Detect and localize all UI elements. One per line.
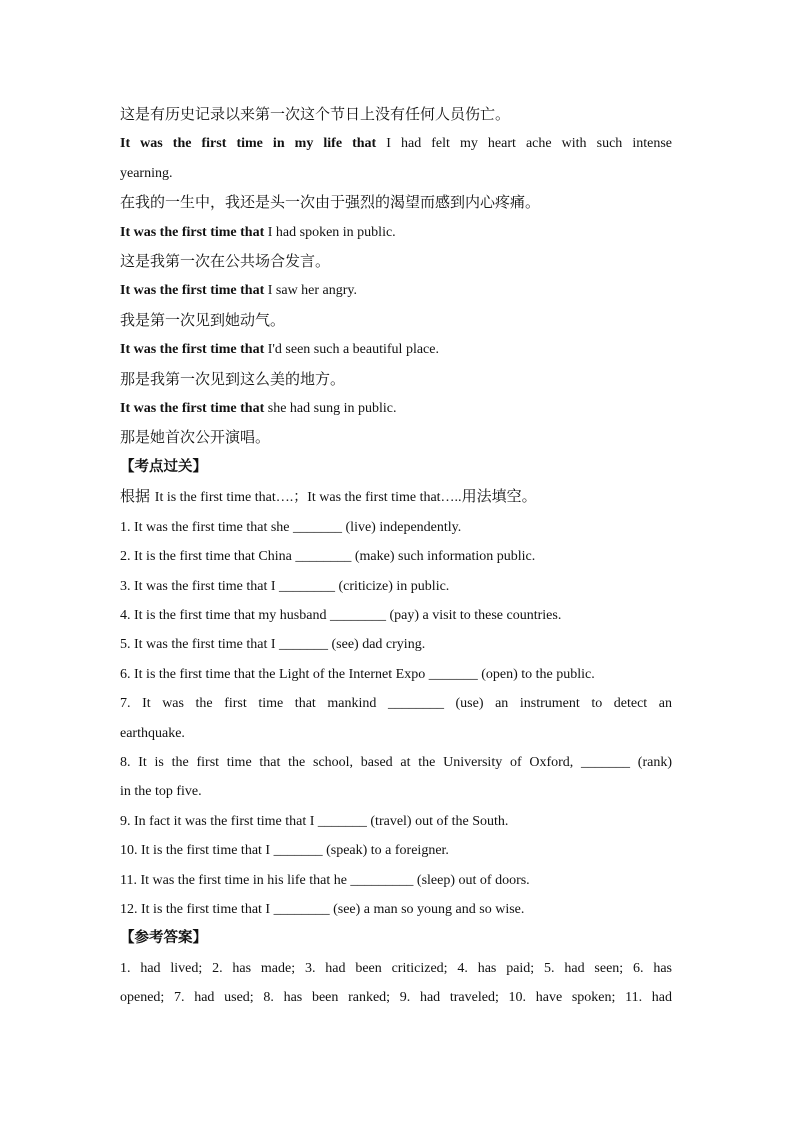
instruction-prefix: 根据	[120, 487, 155, 506]
example-translation: 这是有历史记录以来第一次这个节日上没有任何人员伤亡。	[120, 105, 511, 123]
example-sentence	[120, 129, 672, 158]
sentence-rest: I had spoken in public.	[264, 224, 396, 240]
exercise-item: 10. It is the first time that I _______ (speak) to a foreigner.	[120, 843, 449, 859]
sentence-pattern: It was the first time that	[120, 283, 265, 299]
example-translation: 那是她首次公开演唱。	[120, 428, 271, 447]
sentence-pattern: It was the first time that	[120, 342, 265, 358]
sentence-pattern: It was the first time in my life that	[120, 136, 377, 152]
exercise-item: 8. It is the first time that the school, based at the University of Oxford, _______ (rank)	[120, 754, 672, 770]
document-page	[120, 100, 672, 1013]
exercise-item-continued: earthquake.	[120, 725, 185, 741]
exercise-heading: 【考点过关】	[120, 458, 207, 475]
instruction-pattern: It is the first time that….；It was the first time that…..	[154, 490, 462, 506]
exercise-item: 6. It is the first time that the Light of the Internet Expo _______ (open) to the public.	[120, 666, 595, 682]
exercise-item: 1. It was the first time that she _______ (live) independently.	[120, 519, 462, 535]
example-translation: 这是我第一次在公共场合发言。	[120, 252, 331, 271]
exercise-item: 4. It is the first time that my husband ________ (pay) a visit to these countries.	[120, 607, 562, 623]
sentence-rest: I'd seen such a beautiful place.	[264, 342, 439, 358]
example-translation: 那是我第一次见到这么美的地方。	[120, 369, 346, 388]
answers-heading: 【参考答案】	[120, 930, 207, 947]
exercise-item: 5. It was the first time that I _______ (see) dad crying.	[120, 637, 426, 653]
example-sentence	[120, 218, 672, 247]
exercise-item: 7. It was the first time that mankind ________ (use) an instrument to detect an	[120, 696, 672, 712]
sentence-pattern: It was the first time that	[120, 224, 265, 240]
example-translation: 我是第一次见到她动气。	[120, 310, 286, 329]
exercise-item: 2. It is the first time that China ________ (make) such information public.	[120, 549, 536, 565]
exercise-instruction	[120, 482, 672, 512]
instruction-suffix: 用法填空。	[461, 487, 537, 506]
example-sentence	[120, 335, 672, 364]
exercise-item: 3. It was the first time that I ________ (criticize) in public.	[120, 578, 450, 594]
sentence-rest: I saw her angry.	[264, 283, 358, 299]
answers-line: 1. had lived; 2. has made; 3. had been criticized; 4. has paid; 5. had seen; 6. has	[120, 960, 672, 976]
exercise-item-continued: in the top five.	[120, 784, 202, 800]
sentence-rest: she had sung in public.	[264, 401, 397, 417]
example-sentence	[120, 276, 672, 305]
sentence-rest: I had felt my heart ache with such intense	[376, 136, 672, 152]
exercise-item: 11. It was the first time in his life that he _________ (sleep) out of doors.	[120, 872, 530, 888]
exercise-item: 12. It is the first time that I ________ (see) a man so young and so wise.	[120, 901, 525, 917]
answers-line: opened; 7. had used; 8. has been ranked; 9. had traveled; 10. have spoken; 11. had	[120, 990, 672, 1006]
sentence-pattern: It was the first time that	[120, 401, 265, 417]
example-sentence-continued: yearning.	[120, 165, 173, 181]
exercise-item: 9. In fact it was the first time that I _______ (travel) out of the South.	[120, 813, 509, 829]
example-translation: 在我的一生中，我还是头一次由于强烈的渴望而感到内心疼痛。	[120, 193, 541, 212]
example-sentence	[120, 394, 672, 423]
